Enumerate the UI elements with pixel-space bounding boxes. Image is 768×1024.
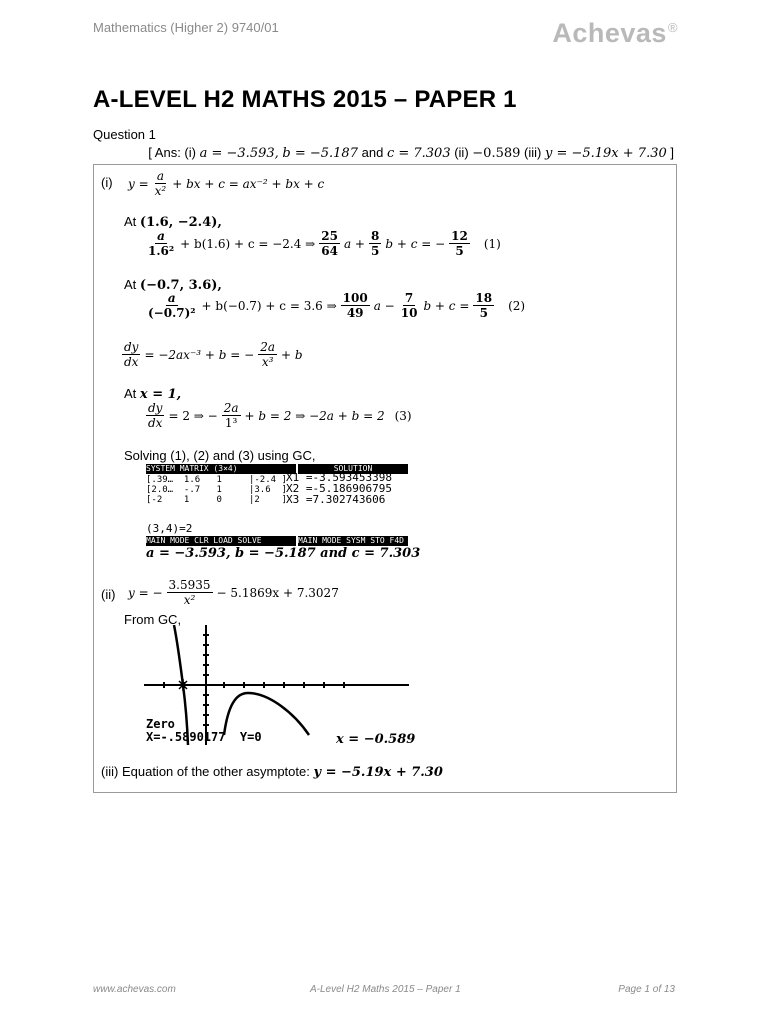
eq3-frac	[146, 401, 164, 430]
gc-row-3: [-2 1 0 |2 ]	[146, 495, 287, 505]
deriv-num: dy	[124, 340, 139, 354]
eq1-num: a	[157, 229, 165, 243]
eq1-f3d: 5	[455, 244, 464, 258]
ans-and: and	[361, 145, 384, 160]
at-point-3	[124, 386, 181, 402]
eq2-f1d: 49	[346, 306, 364, 320]
part-i-label: (i)	[101, 175, 113, 190]
eq2-frac-a	[146, 291, 198, 320]
eq1-b: b + c = −	[385, 236, 446, 251]
at1-text: At	[124, 214, 137, 229]
eq3-mid: = 2 ⇒ −	[168, 408, 218, 423]
eq1-frac-1	[319, 229, 340, 258]
at2-point: (−0.7, 3.6),	[139, 278, 222, 293]
gc-menu-right: MAIN MODE SYSM STO F4D	[298, 536, 408, 546]
eq2-frac-3	[473, 291, 494, 320]
at-point-1	[124, 214, 222, 230]
gc-graph	[144, 625, 414, 745]
course-header: Mathematics (Higher 2) 9740/01	[93, 20, 279, 35]
ans-open: [ Ans: (i)	[148, 145, 196, 160]
part-iii-label: (iii)	[101, 764, 119, 779]
gc-trace-cursor	[177, 679, 189, 691]
eq1-tag: (1)	[483, 236, 501, 251]
from-gc-text: From GC,	[124, 612, 182, 627]
deriv-fn: 2a	[260, 340, 275, 354]
ans-ii-label: (ii)	[454, 145, 469, 160]
at1-point: (1.6, −2.4),	[139, 215, 222, 230]
eq-den: x²	[154, 184, 167, 198]
question-label: Question 1	[93, 127, 156, 142]
eq1-f3n: 12	[451, 229, 468, 243]
eq2-rhs: − 5.1869x + 7.3027	[216, 585, 339, 600]
eq2-a: a −	[373, 298, 395, 313]
ans-close: ]	[670, 145, 674, 160]
gc-cell-value: (3,4)=2	[146, 522, 193, 535]
footer-website: www.achevas.com	[93, 984, 176, 995]
logo-text: Achevas	[552, 18, 667, 48]
eq1-frac-3	[449, 229, 470, 258]
eq2-tag: (2)	[508, 298, 526, 313]
eq1-f1d: 64	[321, 244, 338, 258]
part-iii-equation: y = −5.19x + 7.30	[313, 765, 443, 780]
part-ii-label: (ii)	[101, 587, 116, 602]
eq-rhs: + bx + c = ax⁻² + bx + c	[172, 176, 325, 191]
deriv-fd: x³	[261, 355, 274, 369]
registered-mark: ®	[667, 20, 678, 35]
eq2-fnum: 3.5935	[168, 578, 211, 592]
gc-axis-ticks	[164, 635, 344, 725]
solution-box	[93, 164, 677, 793]
footer-page-number: Page 1 of 13	[618, 984, 675, 995]
at3-text: At	[124, 386, 137, 401]
deriv-frac-2	[258, 340, 277, 369]
at3-point: x = 1,	[139, 387, 182, 402]
gc-matrix-header: SYSTEM MATRIX (3×4)	[146, 464, 296, 474]
eq1-frac-a	[146, 229, 176, 258]
eq1-mid: + b(1.6) + c = −2.4 ⇒	[180, 236, 316, 251]
answer-summary	[148, 145, 674, 161]
eq3-tag: (3)	[394, 408, 412, 423]
equation-1	[144, 229, 503, 258]
eq2-num: a	[167, 291, 176, 305]
eq1-frac-2	[369, 229, 381, 258]
ans-b: b = −5.187	[282, 146, 358, 161]
eq-fraction	[153, 169, 169, 198]
deriv-mid: = −2ax⁻³ + b = −	[144, 347, 255, 362]
eq1-a: a +	[343, 236, 365, 251]
part-i-equation	[126, 169, 326, 198]
gc-x3: X3 =7.302743606	[286, 493, 386, 506]
deriv-end: + b	[281, 347, 303, 362]
eq2-f2d: 10	[400, 306, 418, 320]
ans-iii-value: y = −5.19x + 7.30	[544, 146, 667, 161]
eq3-num: dy	[148, 401, 163, 415]
gc-zero-label: Zero	[146, 717, 175, 731]
eq2-f1n: 100	[342, 291, 368, 305]
eq2-frac-1	[341, 291, 370, 320]
at2-text: At	[124, 277, 137, 292]
derivative-equation	[120, 340, 305, 369]
eq-lhs: y =	[128, 176, 149, 191]
solving-text: Solving (1), (2) and (3) using GC,	[124, 448, 316, 463]
eq1-f1n: 25	[321, 229, 338, 243]
footer-title: A-Level H2 Maths 2015 – Paper 1	[310, 984, 461, 995]
eq1-f2d: 5	[370, 244, 380, 258]
gc-zero-readout: X=-.5890177 Y=0	[146, 730, 262, 744]
ans-c: c = 7.303	[386, 146, 451, 161]
gc-row-1: [.39… 1.6 1 |-2.4 ]	[146, 475, 287, 485]
eq1-den: 1.6²	[148, 244, 175, 258]
equation-2	[144, 291, 527, 320]
eq-num: a	[156, 169, 165, 183]
gc-curve-right-branch	[224, 693, 309, 735]
eq2-frac-2	[399, 291, 420, 320]
gc-x1: X1 =-3.593453398	[286, 471, 392, 484]
part-i-result: a = −3.593, b = −5.187 and c = 7.303	[146, 546, 421, 561]
part-ii-answer: x = −0.589	[336, 732, 416, 747]
eq3-den: dx	[148, 416, 163, 430]
eq1-f2n: 8	[370, 229, 380, 243]
eq3-fd: 1³	[224, 416, 238, 430]
eq3-frac-2	[222, 401, 241, 430]
part-iii-text: Equation of the other asymptote:	[121, 764, 310, 779]
part-iii	[101, 764, 443, 780]
eq3-end: + b = 2 ⇒ −2a + b = 2	[244, 408, 385, 423]
eq2-f3n: 18	[475, 291, 493, 305]
gc-row-2: [2.0… -.7 1 |3.6 ]	[146, 485, 287, 495]
eq2-b: b + c =	[423, 298, 470, 313]
achevas-logo	[552, 18, 678, 49]
ans-iii-label: (iii)	[524, 145, 542, 160]
gc-solution-header: SOLUTION	[298, 464, 408, 474]
eq2-f2n: 7	[404, 291, 414, 305]
eq2-fden: x²	[183, 593, 196, 607]
eq2-lhs: y = −	[128, 585, 163, 600]
deriv-den: dx	[124, 355, 139, 369]
eq2-fraction	[167, 578, 213, 607]
deriv-frac	[122, 340, 140, 369]
eq2-f3d: 5	[479, 306, 488, 320]
ans-ii-value: −0.589	[472, 146, 521, 161]
gc-x2: X2 =-5.186906795	[286, 482, 392, 495]
eq3-fn: 2a	[223, 401, 239, 415]
eq2-den: (−0.7)²	[148, 306, 196, 320]
ans-a: a = −3.593,	[199, 146, 279, 161]
eq2-mid: + b(−0.7) + c = 3.6 ⇒	[201, 298, 337, 313]
gc-menu-left: MAIN MODE CLR LOAD SOLVE	[146, 536, 296, 546]
equation-3	[144, 401, 414, 430]
page-title: A-LEVEL H2 MATHS 2015 – PAPER 1	[93, 86, 517, 113]
part-ii-equation	[126, 578, 341, 607]
